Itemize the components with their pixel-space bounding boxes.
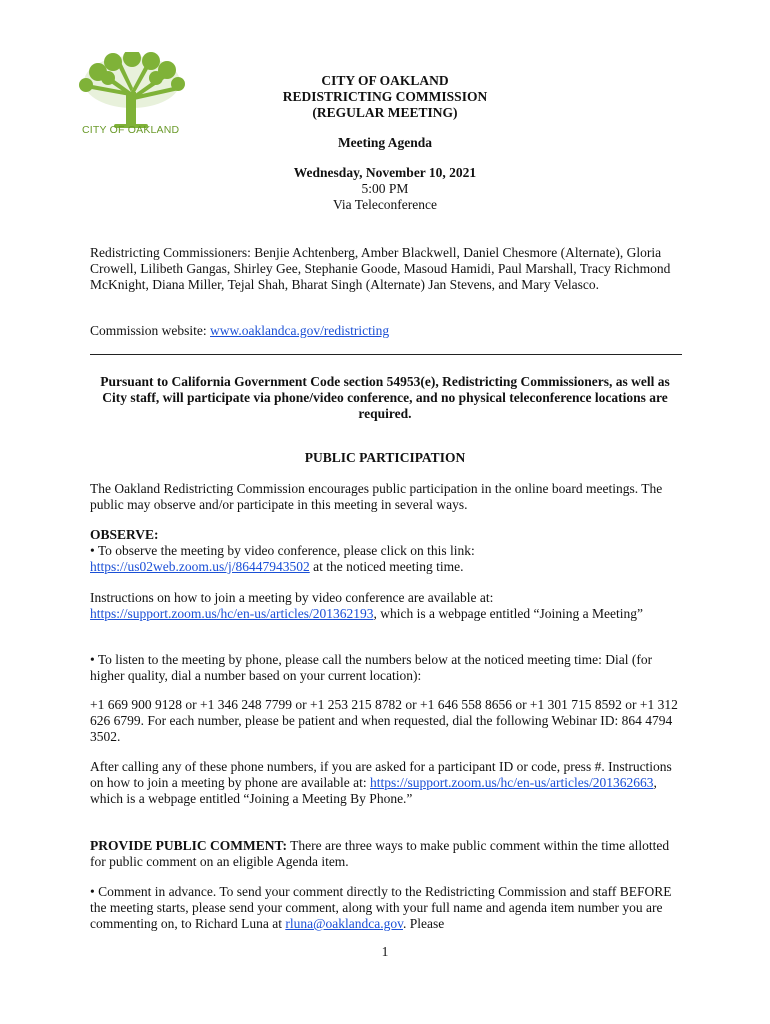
public-comment-heading: PROVIDE PUBLIC COMMENT: bbox=[90, 838, 287, 853]
phone-instructions-after: , which is a webpage entitled “Joining a Meeting By Phone.” bbox=[90, 775, 657, 806]
comment-in-advance bbox=[90, 884, 680, 932]
observe-heading: OBSERVE: bbox=[90, 527, 159, 542]
logo-wordmark: CITY OF OAKLAND bbox=[82, 124, 180, 136]
video-instructions-after: , which is a webpage entitled “Joining a Meeting” bbox=[373, 606, 644, 621]
public-comment-intro: There are three ways to make public comment within the time allotted for public comment on an eligible Agenda item. bbox=[90, 838, 670, 869]
header-agenda-title: Meeting Agenda bbox=[337, 135, 433, 150]
zoom-meeting-after: at the noticed meeting time. bbox=[309, 559, 464, 574]
observe-video-text: • To observe the meeting by video conference, please click on this link: bbox=[90, 543, 475, 558]
comment-email-link[interactable]: rluna@oaklandca.gov bbox=[285, 916, 403, 931]
phone-instructions-text: After calling any of these phone numbers, if you are asked for a participant ID or code, press #. Instructions on how to join a meeting by phone are available at: bbox=[90, 759, 672, 790]
phone-listen-text: • To listen to the meeting by phone, please call the numbers below at the noticed meeting time: Dial (for higher quality, dial a number based on your current location): bbox=[90, 652, 653, 683]
public-participation-heading: PUBLIC PARTICIPATION bbox=[304, 450, 466, 465]
page-number: 1 bbox=[381, 944, 389, 959]
video-instructions bbox=[90, 590, 680, 622]
public-participation-intro: The Oakland Redistricting Commission encourages public participation in the online board meetings. The public may observe and/or participate in this meeting in several ways. bbox=[90, 481, 663, 512]
section-divider bbox=[90, 354, 682, 355]
phone-numbers: +1 669 900 9128 or +1 346 248 7799 or +1 253 215 8782 or +1 646 558 8656 or +1 301 715 8592 or +1 312 626 6799. For each number, please be patient and when requested, dial the following Webinar ID: 864 4794 3502. bbox=[90, 697, 678, 744]
commissioners-list: Redistricting Commissioners: Benjie Achtenberg, Amber Blackwell, Daniel Chesmore (Alternate), Gloria Crowell, Lilibeth Gangas, Shirley Gee, Stephanie Goode, Masoud Hamidi, Paul Marshall, Tracy Richmond McKnight, Diana Miller, Tejal Shah, Bharat Singh (Alternate) Jan Stevens, and Mary Velasco. bbox=[90, 245, 671, 292]
website-link[interactable]: www.oaklandca.gov/redistricting bbox=[210, 323, 390, 338]
observe-section bbox=[90, 527, 680, 575]
comment-advance-after: . Please bbox=[402, 916, 445, 931]
header-location: Via Teleconference bbox=[332, 197, 438, 212]
video-instructions-text: Instructions on how to join a meeting by video conference are available at: bbox=[90, 590, 494, 605]
phone-instructions-link[interactable]: https://support.zoom.us/hc/en-us/articles/201362663 bbox=[370, 775, 654, 790]
zoom-meeting-link[interactable]: https://us02web.zoom.us/j/86447943502 bbox=[90, 559, 310, 574]
public-comment-section bbox=[90, 838, 680, 870]
video-instructions-link[interactable]: https://support.zoom.us/hc/en-us/articles/201362193 bbox=[90, 606, 374, 621]
header-city: CITY OF OAKLAND bbox=[321, 73, 449, 88]
header-meeting-type: (REGULAR MEETING) bbox=[312, 105, 458, 120]
pursuant-notice: Pursuant to California Government Code section 54953(e), Redistricting Commissioners, as well as City staff, will participate via phone/video conference, and no physical teleconference locations are required. bbox=[100, 374, 670, 421]
document-header bbox=[200, 73, 570, 213]
header-date: Wednesday, November 10, 2021 bbox=[293, 165, 477, 180]
header-time: 5:00 PM bbox=[361, 181, 409, 196]
header-commission: REDISTRICTING COMMISSION bbox=[282, 89, 488, 104]
commission-website bbox=[90, 323, 680, 339]
comment-advance-text: • Comment in advance. To send your comment directly to the Redistricting Commission and staff BEFORE the meeting starts, please send your comment, along with your full name and agenda item number you are commenting on, to Richard Luna at bbox=[90, 884, 672, 931]
website-label: Commission website: bbox=[90, 323, 211, 338]
phone-instructions bbox=[90, 759, 680, 807]
